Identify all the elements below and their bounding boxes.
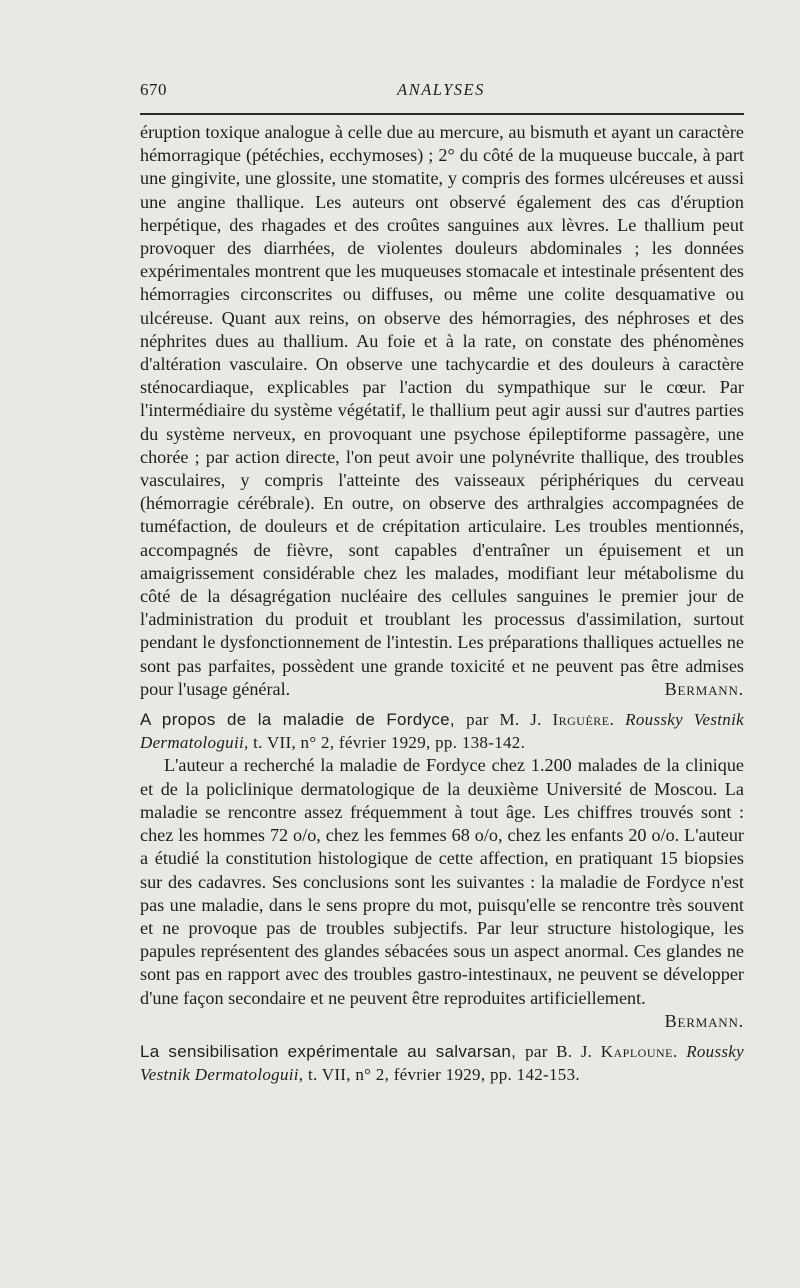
author-signature: Bermann. [664,678,744,699]
article-thallium-continuation [140,121,744,701]
by-label: par M. J. [466,710,542,730]
article-author: Irguère. [552,710,615,730]
article-heading-fordyce [140,708,744,754]
article-title: A propos de la maladie de Fordyce, [140,710,455,730]
journal-name: Roussky Vestnik Dermatologuii, [140,1041,744,1085]
author-signature: Bermann. [664,1010,744,1031]
citation: t. VII, n° 2, février 1929, pp. 142-153. [307,1065,580,1085]
journal-name: Roussky Vestnik Dermatologuii, [140,710,744,753]
by-label: par B. J. [525,1041,593,1061]
body-text [140,121,744,1086]
article-heading-salvarsan [140,1040,744,1086]
page-number: 670 [140,80,167,99]
article-title: La sensibilisation expérimentale au salvarsan, [140,1041,517,1061]
article-author: Kaploune. [600,1041,678,1061]
paragraph: L'auteur a recherché la maladie de Fordyce chez 1.200 malades de la clinique et de la policlinique dermatologique de la deuxième Université de Moscou. La maladie se rencontre assez fréquemment à tout âge. Les chiffres trouvés sont : chez les hommes 72 o/o, chez les femmes 68 o/o, chez les enfants 20 o/o. L'auteur a étudié la constitution histologique de cette affection, en pratiquant 15 biopsies sur des cadavres. Ses conclusions sont les suivantes : la maladie de Fordyce n'est pas une maladie, dans le sens propre du mot, puisqu'elle se rencontre très souvent et ne provoque pas de troubles subjectifs. Par leur structure histologique, les papules représentent des glandes sébacées sous un aspect anormal. Ces glandes ne sont pas en rapport avec des troubles gastro-intestinaux, ne peuvent se développer d'une façon secondaire et ne peuvent être reproduites artificiellement. [140,755,744,1008]
header-rule [140,113,744,115]
paragraph [140,121,744,701]
page-header [140,80,742,106]
paragraph-text: éruption toxique analogue à celle due au mercure, au bismuth et ayant un caractère hémorragique (pétéchies, ecchymoses) ; 2° du côté de la muqueuse buccale, à part une gingivite, une glossite, une stomatite, y compris des formes ulcéreuses et aussi une angine thallique. Les auteurs ont observé également des cas d'éruption herpétique, des rhagades et des croûtes sanguines aux lèvres. Le thallium peut provoquer des diarrhées, de violentes douleurs abdominales ; les données expérimentales montrent que les muqueuses stomacale et intestinale présentent des hémorragies circonscrites ou diffuses, ou même une colite desquamative ou ulcéreuse. Quant aux reins, on observe des hémorragies, des néphroses et des néphrites dues au thallium. Au foie et à la rate, on constate des phénomènes d'altération vasculaire. On observe une tachycardie et des douleurs à caractère sténocardiaque, explicables par l'action du sympathique sur le cœur. Par l'intermédiaire du système végétatif, le thallium peut agir aussi sur d'autres parties du système nerveux, en provoquant une psychose épileptiforme passagère, une chorée ; par action directe, l'on peut avoir une polynévrite thallique, des troubles vasculaires, y compris l'atteinte des vaisseaux périphériques du cerveau (hémorragie cérébrale). En outre, on observe des arthralgies accompagnées de tuméfaction, de douleurs et de crépitation articulaire. Les troubles mentionnés, accompagnés de fièvre, sont capables d'entraîner un épuisement et un amaigrissement considérable chez les malades, modifiant leur métabolisme du côté de la désagrégation nucléaire des cellules sanguines le premier jour de l'administration du produit et troublant les processus d'assimilation, surtout pendant le dysfonctionnement de l'intestin. Les préparations thalliques actuelles ne sont pas parfaites, possèdent une grande toxicité et ne peuvent pas être admises pour l'usage général. [140,122,744,699]
citation: t. VII, n° 2, février 1929, pp. 138-142. [253,733,526,753]
running-head: ANALYSES [397,80,485,99]
